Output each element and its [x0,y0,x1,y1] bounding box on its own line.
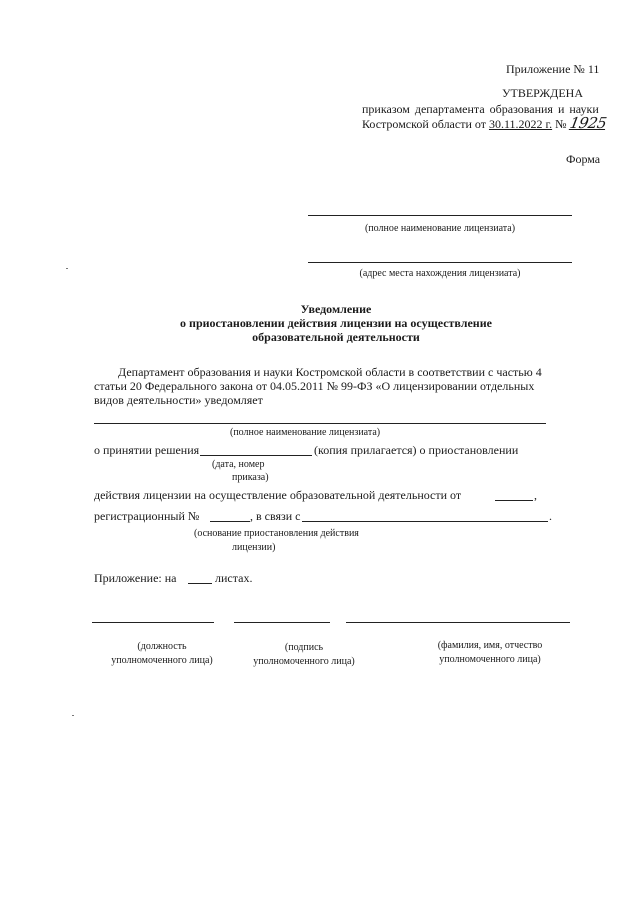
decision-date-caption-1: (дата, номер [212,459,265,470]
order-number-label: № [555,117,567,131]
order-date: 30.11.2022 г. [488,117,553,131]
margin-speck [72,715,74,716]
full-name-caption-1: (фамилия, имя, отчество [437,640,543,651]
order-region: Костромской области от [362,117,486,131]
attachment-count-line [188,583,212,584]
registration-middle: , в связи с [250,509,301,523]
reason-line [302,521,548,522]
position-line [92,622,214,623]
body-paragraph-line-2: статьи 20 Федерального закона от 04.05.2011 № 99-ФЗ «О лицензировании отдельных [94,379,535,393]
decision-suffix: (копия прилагается) о приостановлении [314,443,519,457]
licensee-full-name-caption: (полное наименование лицензиата) [230,427,381,438]
position-caption-1: (должность [137,641,187,652]
attachment-prefix: Приложение: на [94,571,177,585]
notice-subtitle-1: о приостановлении действия лицензии на осуществление [180,316,492,330]
licensee-address-caption: (адрес места нахождения лицензиата) [359,268,521,279]
licensee-address-line [308,262,572,263]
action-date-line [495,500,533,501]
registration-period: . [549,509,552,523]
margin-speck [66,268,68,269]
licensee-name-caption: (полное наименование лицензиата) [364,223,516,234]
full-name-caption-2: уполномоченного лица) [439,654,541,665]
decision-date-line [200,455,312,456]
order-line-1: приказом департамента образования и науки [362,102,599,116]
notice-title: Уведомление [300,302,372,316]
signature-caption-2: уполномоченного лица) [253,656,355,667]
registration-number-line [210,521,250,522]
order-line-2 [362,114,606,132]
approved-label: УТВЕРЖДЕНА [502,86,584,100]
signature-caption-1: (подпись [284,642,324,653]
reason-caption-1: (основание приостановления действия [194,528,359,539]
reason-caption-2: лицензии) [232,542,276,553]
licensee-name-line [308,215,572,216]
body-paragraph-line-3: видов деятельности» уведомляет [94,393,263,407]
order-number-handwritten: 1925 [567,114,608,132]
decision-date-caption-2: приказа) [232,472,269,483]
form-label: Форма [566,152,601,166]
signature-line [234,622,330,623]
body-paragraph-line-1: Департамент образования и науки Костромской области в соответствии с частью 4 [118,365,542,379]
notice-subtitle-2: образовательной деятельности [252,330,420,344]
full-name-line [346,622,570,623]
appendix-number: Приложение № 11 [506,62,600,76]
position-caption-2: уполномоченного лица) [111,655,213,666]
attachment-suffix: листах. [215,571,253,585]
decision-prefix: о принятии решения [94,443,200,457]
action-comma: , [534,488,537,502]
registration-prefix: регистрационный № [94,509,200,523]
licensee-full-name-line [94,423,546,424]
action-text: действия лицензии на осуществление образовательной деятельности от [94,488,462,502]
